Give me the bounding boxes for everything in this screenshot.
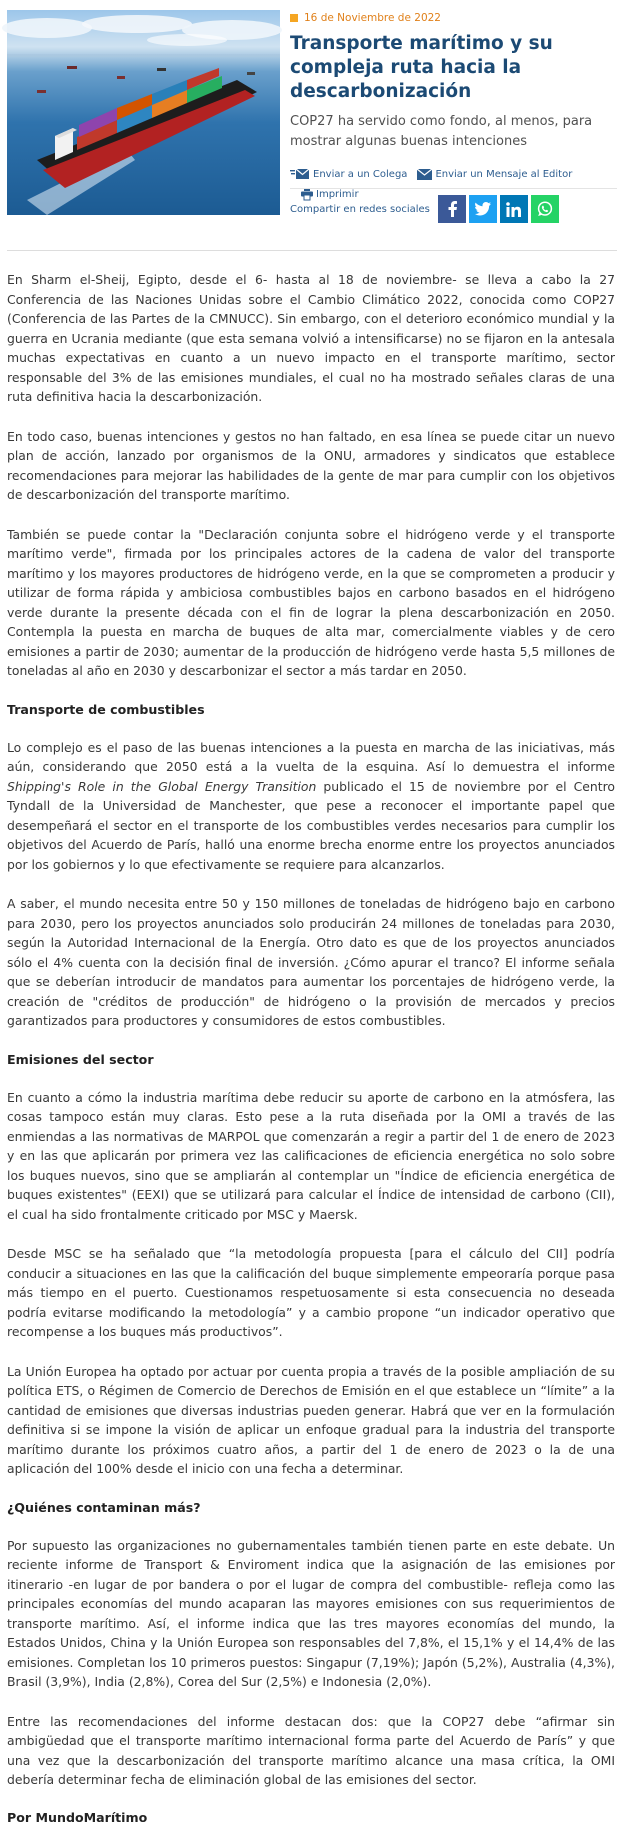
paragraph-text: Lo complejo es el paso de las buenas intenciones a la puesta en marcha de las iniciativas, más aún, considerando que 2050 está a la vuelta de la esquina. Así lo demuestra el informe: [7, 740, 615, 775]
paragraph: Entre las recomendaciones del informe destacan dos: que la COP27 debe “afirmar sin ambigüedad que el transporte marítimo internacional forma parte del Acuerdo de París” y que una vez que la descarbonización del transporte marítimo alcance una masa crítica, la OMI debería determinar fecha de eliminación global de las emisiones del sector.: [7, 1712, 615, 1790]
linkedin-icon: [506, 202, 521, 217]
paragraph: A saber, el mundo necesita entre 50 y 150 millones de toneladas de hidrógeno bajo en carbono para 2030, pero los proyectos anunciados solo producirán 24 millones de toneladas para 2030, según la Autoridad Internacional de la Energía. Otro dato es que de los proyectos anunciados sólo el 4% cuenta con la decisión final de inversión. ¿Cómo apurar el tranco? El informe señala que se deberían introducir de mandatos para aumentar los porcentajes de hidrógeno verde, la creación de "créditos de producción" de hidrógeno o la provisión de mercados y precios garantizados para productores y consumidores de estos combustibles.: [7, 894, 615, 1031]
paragraph: Por supuesto las organizaciones no gubernamentales también tienen parte en este debate. Un reciente informe de Transport & Enviroment indica que la asignación de las emisiones por itinerario -en lugar de por bandera o por el lugar de compra del combustible- refleja como las principales economías del mundo acaparan las mayores emisiones con sus requerimientos de transporte marítimo. Así, el informe indica que las tres mayores economías del mundo, la Estados Unidos, China y la Unión Europea son responsables del 7,8%, el 15,1% y el 14,4% de las emisiones. Completan los 10 primeros puestos: Singapur (7,19%); Japón (5,2%), Australia (4,3%), Brasil (3,9%), India (2,8%), Corea del Sur (2,5%) e Indonesia (2,0%).: [7, 1536, 615, 1692]
paragraph: La Unión Europea ha optado por actuar por cuenta propia a través de la posible ampliación de su política ETS, o Régimen de Comercio de Derechos de Emisión en el que establece un “límite” a la cantidad de emisiones que diversas industrias pueden generar. Habrá que ver en la formulación definitiva si se impone la visión de aplicar un enfoque gradual para la industria del transporte marítimo durante los próximos cuatro años, a partir del 1 de enero de 2023 o la de una aplicación del 100% desde el inicio con una fecha a determinar.: [7, 1362, 615, 1479]
send-to-editor-link[interactable]: [417, 169, 572, 180]
twitter-icon: [475, 202, 491, 216]
whatsapp-share-button[interactable]: [531, 195, 559, 223]
facebook-icon: [445, 201, 459, 217]
paragraph: Desde MSC se ha señalado que “la metodología propuesta [para el cálculo del CII] podría conducir a situaciones en las que la calificación del buque simplemente empeoraría porque pasa más tiempo en el puerto. Cuestionamos respetuosamente si esta consecuencia no deseada podría evitarse modificando la metodología” y a cambio propone “un indicador operativo que recompense a los buques más productivos”.: [7, 1244, 615, 1342]
facebook-share-button[interactable]: [438, 195, 466, 223]
paragraph: En cuanto a cómo la industria marítima debe reducir su aporte de carbono en la atmósfera, las cosas tampoco están muy claras. Esto pese a la ruta diseñada por la OMI a través de las enmiendas a las normativas de MARPOL que comenzarán a regir a partir del 1 de enero de 2023 y en las que aplicarán por primera vez las calificaciones de eficiencia energética no solo sobre los buques nuevos, sino que se ampliarán al contemplar un "Índice de eficiencia energética de buques existentes" (EEXI) que se utilizará para calcular el Índice de intensidad de carbono (CII), el cual ha sido frontalmente criticado por MSC y Maersk.: [7, 1088, 615, 1225]
paragraph: En Sharm el-Sheij, Egipto, desde el 6- hasta al 18 de noviembre- se lleva a cabo la 27 Conferencia de las Naciones Unidas sobre el Cambio Climático 2022, conocida como COP27 (Conferencia de las Partes de la CMNUCC). Sin embargo, con el deterioro económico mundial y la guerra en Ucrania mediante (que esta semana volvió a intensificarse) no se fijaron en la antesala muchas expectativas en cuanto a un nuevo impacto en el transporte marítimo, sector responsable del 3% de las emisiones mundiales, el cual no ha mostrado señales claras de una ruta definitiva hacia la descarbonización.: [7, 270, 615, 407]
publish-date: 16 de Noviembre de 2022: [304, 12, 441, 24]
share-label: Compartir en redes sociales: [290, 204, 430, 215]
send-to-editor-label: Enviar un Mensaje al Editor: [435, 169, 572, 180]
paragraph: También se puede contar la "Declaración conjunta sobre el hidrógeno verde y el transporte marítimo verde", firmada por los principales actores de la cadena de valor del transporte marítimo y los mayores productores de hidrógeno verde, en la que se comprometen a producir y utilizar de forma rápida y ambiciosa combustibles bajos en carbono basados en el hidrógeno verde durante la presente década con el fin de lograr la plena descarbonización en 2050. Contempla la puesta en marcha de buques de alta mar, comercialmente viables y de cero emisiones a partir de 2030; aumentar de la producción de hidrógeno verde hasta 5,5 millones de toneladas al año en 2030 y descarbonizar el sector a más tardar en 2050.: [7, 525, 615, 681]
envelope-icon: [417, 169, 432, 180]
article-subtitle: COP27 ha servido como fondo, al menos, para mostrar algunas buenas intenciones: [290, 112, 617, 152]
social-share-bar: [290, 188, 617, 223]
section-heading: Emisiones del sector: [7, 1050, 615, 1069]
send-mail-icon: [290, 168, 310, 180]
container-ship-photo: [7, 10, 280, 215]
article-body: [7, 270, 615, 1827]
header-divider: [7, 250, 617, 251]
article-title: Transporte marítimo y su compleja ruta hacia la descarbonización: [290, 32, 617, 104]
send-to-colleague-label: Enviar a un Colega: [313, 169, 407, 180]
twitter-share-button[interactable]: [469, 195, 497, 223]
linkedin-share-button[interactable]: [500, 195, 528, 223]
paragraph-text: publicado el 15 de noviembre por el Centro Tyndall de la Universidad de Manchester, que pese a reconocer el importante papel que desempeñará el sector en el transporte de los combustibles verdes necesarios para cumplir los objetivos del Acuerdo de París, halló una enorme brecha enorme entre los proyectos anunciados por los gobiernos y lo que efectivamente se requiere para alcanzarlos.: [7, 779, 615, 872]
article-header: [7, 10, 617, 220]
whatsapp-icon: [537, 201, 553, 217]
paragraph: En todo caso, buenas intenciones y gestos no han faltado, en esa línea se puede citar un nuevo plan de acción, lanzado por organismos de la ONU, armadores y sindicatos que establece recomendaciones para mejorar las habilidades de la gente de mar para cumplir con los objetivos de descarbonización del transporte marítimo.: [7, 427, 615, 505]
send-to-colleague-link[interactable]: [290, 168, 407, 180]
container-ship-illustration: [7, 10, 280, 215]
paragraph: [7, 738, 615, 875]
section-heading: Transporte de combustibles: [7, 700, 615, 719]
report-title: Shipping's Role in the Global Energy Transition: [7, 779, 316, 794]
article-meta: [290, 10, 617, 204]
section-heading: ¿Quiénes contaminan más?: [7, 1498, 615, 1517]
date-marker-icon: [290, 14, 298, 22]
print-label: Imprimir: [316, 189, 359, 200]
date-row: [290, 10, 617, 26]
article-byline: Por MundoMarítimo: [7, 1808, 615, 1827]
